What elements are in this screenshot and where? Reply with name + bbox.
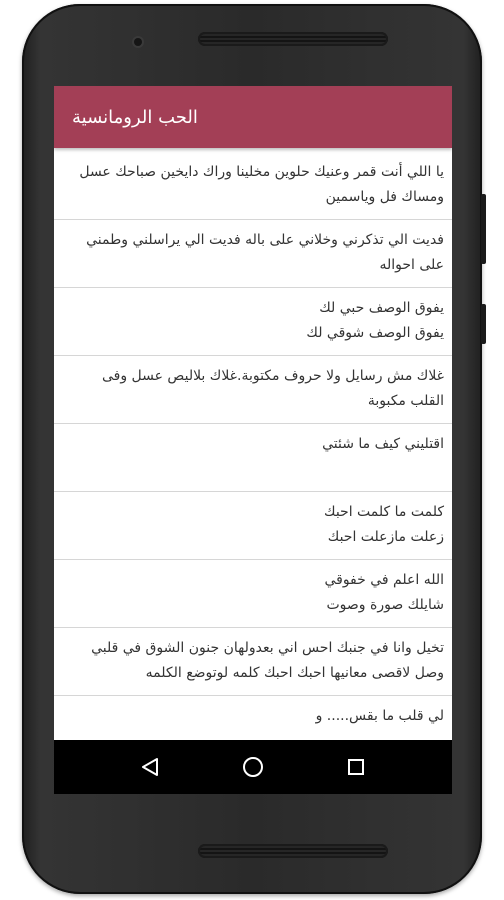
list-item[interactable]: لي قلب ما بقس..... و <box>54 696 452 740</box>
bottom-speaker <box>198 844 388 858</box>
back-triangle-icon <box>139 756 161 778</box>
phone-screen <box>54 86 452 794</box>
navigation-bar <box>54 740 452 794</box>
list-item[interactable]: غلاك مش رسايل ولا حروف مكتوبة.غلاك بلاليص عسل وفى القلب مكبوبة <box>54 356 452 424</box>
list-item[interactable]: الله اعلم في خفوقي شايلك صورة وصوت <box>54 560 452 628</box>
back-button[interactable] <box>130 747 170 787</box>
recents-button[interactable] <box>336 747 376 787</box>
list-item[interactable]: تخيل وانا في جنبك احس اني بعدولهان جنون الشوق في قلبي وصل لاقصى معانيها احبك احبك كلمه لوتوضع الكلمه <box>54 628 452 696</box>
message-list[interactable] <box>54 152 452 740</box>
home-circle-icon <box>241 755 265 779</box>
app-bar <box>54 86 452 148</box>
power-button <box>481 304 486 344</box>
list-item[interactable]: يا اللي أنت قمر وعنيك حلوين مخلينا وراك دايخين صباحك عسل ومساك فل وياسمين <box>54 152 452 220</box>
list-item[interactable]: كلمت ما كلمت احبك زعلت مازعلت احبك <box>54 492 452 560</box>
top-speaker <box>198 32 388 46</box>
volume-button <box>481 194 486 264</box>
home-button[interactable] <box>233 747 273 787</box>
recents-square-icon <box>345 756 367 778</box>
app-title: الحب الرومانسية <box>72 106 198 128</box>
list-item[interactable]: اقتليني كيف ما شئتي <box>54 424 452 492</box>
front-camera <box>134 38 142 46</box>
list-item[interactable]: يفوق الوصف حبي لك يفوق الوصف شوقي لك <box>54 288 452 356</box>
list-item[interactable]: فديت الي تذكرني وخلاني على باله فديت الي يراسلني وطمني على احواله <box>54 220 452 288</box>
